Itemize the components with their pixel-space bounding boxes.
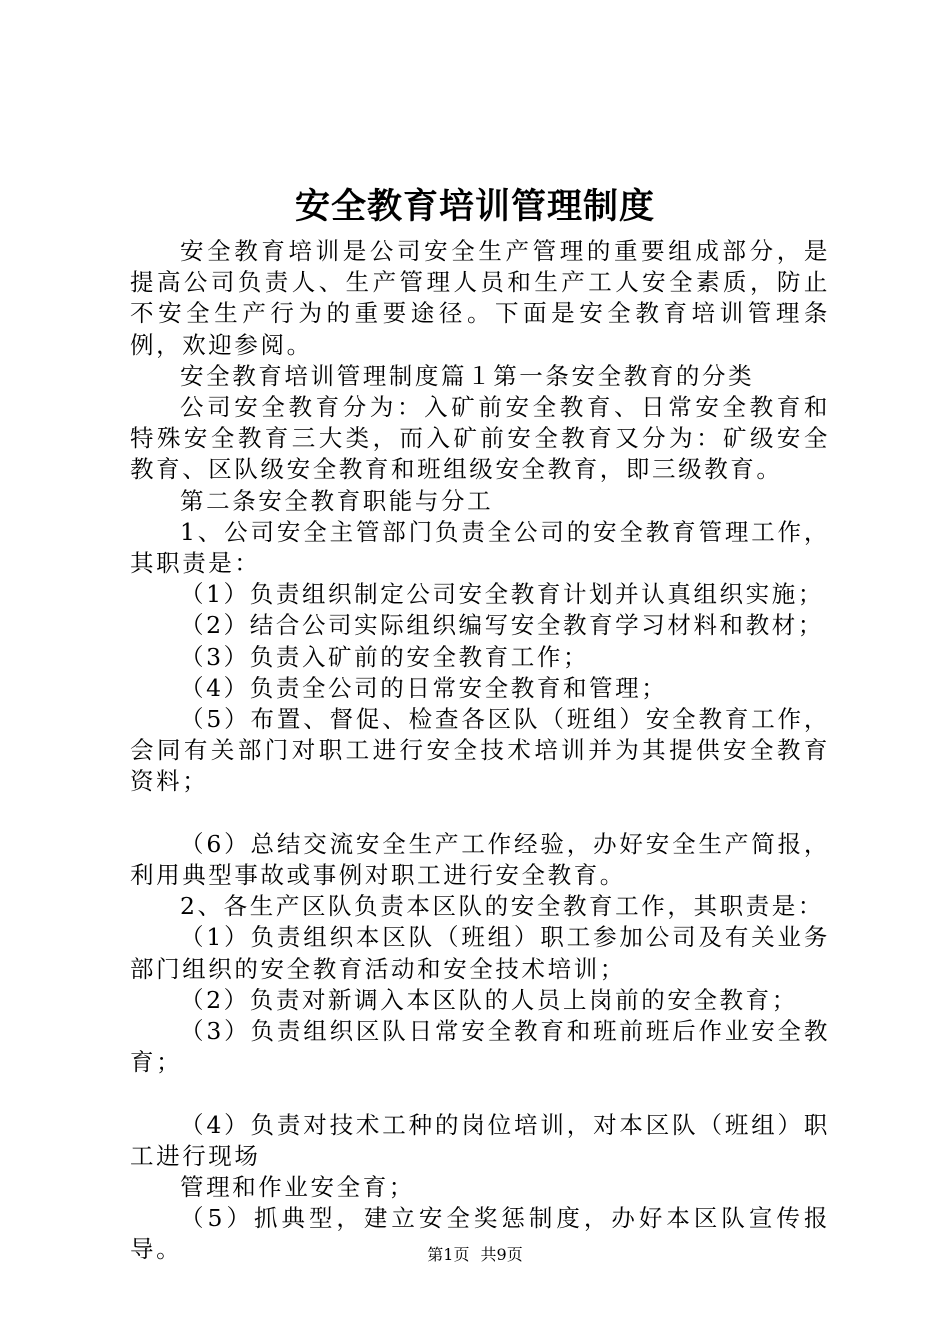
paragraph-subitem: （5）抓典型，建立安全奖惩制度，办好本区队宣传报导。 (130, 1204, 830, 1264)
paragraph-intro: 安全教育培训是公司安全生产管理的重要组成部分，是提高公司负责人、生产管理人员和生产工人安全素质，防止不安全生产行为的重要途径。下面是安全教育培训管理条例，欢迎参阅。 (130, 237, 830, 359)
paragraph-subitem: （5）布置、督促、检查各区队（班组）安全教育工作，会同有关部门对职工进行安全技术培训并为其提供安全教育资料； (130, 705, 830, 796)
document-title: 安全教育培训管理制度 (294, 186, 655, 227)
paragraph-item-1: 1、公司安全主管部门负责全公司的安全教育管理工作，其职责是： (130, 517, 830, 578)
paragraph-subitem: （4）负责全公司的日常安全教育和管理； (180, 673, 668, 702)
paragraph-item-2: 2、各生产区队负责本区队的安全教育工作，其职责是： (180, 892, 824, 921)
paragraph-article-two: 第二条安全教育职能与分工 (180, 486, 494, 515)
page-footer (0, 1244, 950, 1266)
paragraph-subitem: （3）负责入矿前的安全教育工作； (180, 642, 590, 671)
paragraph-subitem: （4）负责对技术工种的岗位培训，对本区队（班组）职工进行现场 (130, 1110, 830, 1170)
page-total: 共9页 (480, 1245, 523, 1264)
page-number: 第1页 (427, 1245, 470, 1264)
paragraph-subitem: （1）负责组织制定公司安全教育计划并认真组织实施； (180, 580, 824, 609)
paragraph-classification: 公司安全教育分为：入矿前安全教育、日常安全教育和特殊安全教育三大类，而入矿前安全教育又分为：矿级安全教育、区队级安全教育和班组级安全教育，即三级教育。 (130, 393, 830, 484)
paragraph-subitem: （2）结合公司实际组织编写安全教育学习材料和教材； (180, 611, 824, 640)
paragraph-continuation: 管理和作业安全育； (180, 1173, 415, 1202)
blank-line (130, 1078, 830, 1109)
paragraph-subitem: （6）总结交流安全生产工作经验，办好安全生产简报，利用典型事故或事例对职工进行安全教育。 (130, 829, 830, 890)
paragraph-subitem: （2）负责对新调入本区队的人员上岗前的安全教育； (180, 985, 798, 1014)
paragraph-subitem: （1）负责组织本区队（班组）职工参加公司及有关业务部门组织的安全教育活动和安全技术培训； (130, 923, 830, 983)
blank-line (130, 798, 830, 829)
paragraph-section-heading: 安全教育培训管理制度篇１第一条安全教育的分类 (180, 361, 755, 390)
paragraph-subitem: （3）负责组织区队日常安全教育和班前班后作业安全教育； (130, 1017, 830, 1077)
document-body (130, 236, 830, 1266)
